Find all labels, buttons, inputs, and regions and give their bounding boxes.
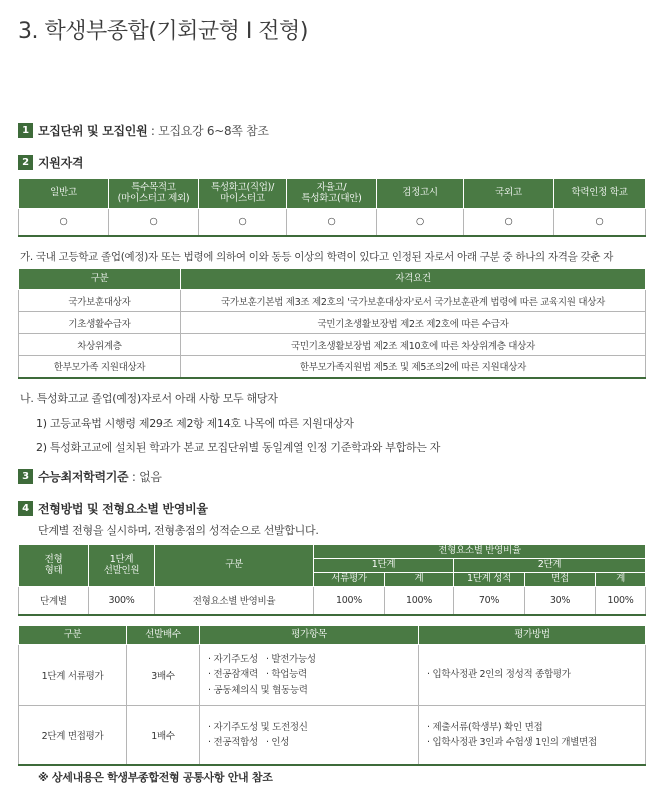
column-header: 계 <box>596 573 646 587</box>
table-cell: 국민기초생활보장법 제2조 제2호에 따른 수급자 <box>181 312 646 334</box>
eligible-mark: ○ <box>199 209 287 236</box>
table-row <box>19 645 646 706</box>
column-header: 계 <box>385 573 454 587</box>
page-title: 3. 학생부종합(기회균형 Ⅰ 전형) <box>18 19 308 44</box>
table-header-row <box>19 545 646 559</box>
section-separator: : <box>147 123 159 138</box>
section-eligibility <box>18 154 83 171</box>
eligible-mark: ○ <box>377 209 464 236</box>
column-header: 평가방법 <box>419 626 646 645</box>
evaluation-items-cell <box>200 645 419 706</box>
column-header: 선발배수 <box>127 626 200 645</box>
table-cell: 100% <box>385 587 454 615</box>
table-row <box>19 209 646 236</box>
column-header: 구분 <box>19 269 181 290</box>
section-value: 없음 <box>139 470 162 484</box>
table-header-row <box>19 179 646 209</box>
evaluation-method-cell <box>419 706 646 765</box>
table-cell: 70% <box>454 587 525 615</box>
table-cell: 기초생활수급자 <box>19 312 181 334</box>
table-row <box>19 290 646 312</box>
table-cell: 1배수 <box>127 706 200 765</box>
column-header: 서류평가 <box>314 573 385 587</box>
table-cell: 30% <box>525 587 596 615</box>
selection-description: 단계별 전형을 실시하며, 전형총점의 성적순으로 선발합니다. <box>38 524 319 537</box>
section-label: 모집단위 및 모집인원 <box>38 124 148 138</box>
section-number-badge: 4 <box>18 501 33 516</box>
list-item: 2) 특성화고교에 설치된 학과가 본교 모집단위별 동일계열 인정 기준학과와 부합하는 자 <box>36 441 441 454</box>
table-cell: 100% <box>314 587 385 615</box>
section-label: 수능최저학력기준 <box>38 470 129 484</box>
column-header: 구분 <box>155 545 314 587</box>
column-header: 특수목적고 (마이스터고 제외) <box>109 179 199 209</box>
table-header-row <box>19 269 646 290</box>
section-min-csat <box>18 468 162 485</box>
eligible-mark: ○ <box>109 209 199 236</box>
section-number-badge: 1 <box>18 123 33 138</box>
column-header: 전형요소별 반영비율 <box>314 545 646 559</box>
requirements-table <box>18 268 646 379</box>
ratio-table <box>18 544 646 616</box>
list-item: · 전공적합성 · 인성 <box>208 736 290 748</box>
section-value: 모집요강 6~8쪽 참조 <box>158 124 269 138</box>
section-label: 지원자격 <box>38 156 84 170</box>
section-label: 전형방법 및 전형요소별 반영비율 <box>38 502 208 516</box>
table-cell: 100% <box>596 587 646 615</box>
eligibility-clause-ga: 가. 국내 고등학교 졸업(예정)자 또는 법령에 의하여 이와 동등 이상의 학력이 있다고 인정된 자로서 아래 구분 중 하나의 자격을 갖춘 자 <box>20 251 614 263</box>
section-recruit-units <box>18 122 269 139</box>
table-cell: 2단계 면접평가 <box>19 706 127 765</box>
eligible-mark: ○ <box>19 209 109 236</box>
table-cell: 300% <box>89 587 155 615</box>
eligibility-table <box>18 178 646 237</box>
table-cell: 한부모가족지원법 제5조 및 제5조의2에 따른 지원대상자 <box>181 356 646 378</box>
table-cell: 1단계 서류평가 <box>19 645 127 706</box>
section-number-badge: 3 <box>18 469 33 484</box>
table-cell: 차상위계층 <box>19 334 181 356</box>
column-header: 2단계 <box>454 559 646 573</box>
list-item: 1) 고등교육법 시행령 제29조 제2항 제14호 나목에 따른 지원대상자 <box>36 417 354 430</box>
evaluation-table <box>18 625 646 766</box>
column-header: 자율고/ 특성화고(대안) <box>287 179 377 209</box>
list-item: · 제출서류(학생부) 확인 면접 <box>427 721 543 733</box>
column-header: 전형 형태 <box>19 545 89 587</box>
column-header: 검정고시 <box>377 179 464 209</box>
list-item: · 전공잠재력 · 학업능력 <box>208 669 307 681</box>
section-selection-method <box>18 500 208 517</box>
column-header: 특성화고(직업)/ 마이스터고 <box>199 179 287 209</box>
list-item: · 입학사정관 2인의 정성적 종합평가 <box>427 669 571 681</box>
list-item: · 자기주도성 · 발전가능성 <box>208 654 316 666</box>
table-cell: 전형요소별 반영비율 <box>155 587 314 615</box>
list-item: · 공동체의식 및 협동능력 <box>208 684 308 696</box>
eligible-mark: ○ <box>554 209 646 236</box>
table-row <box>19 356 646 378</box>
reference-note: ※ 상세내용은 학생부종합전형 공통사항 안내 참조 <box>38 771 273 784</box>
table-row <box>19 312 646 334</box>
section-number-badge: 2 <box>18 155 33 170</box>
column-header: 1단계 <box>314 559 454 573</box>
section-separator: : <box>128 469 140 484</box>
column-header: 1단계 선발인원 <box>89 545 155 587</box>
column-header: 1단계 성적 <box>454 573 525 587</box>
column-header: 구분 <box>19 626 127 645</box>
table-cell: 3배수 <box>127 645 200 706</box>
table-row <box>19 587 646 615</box>
table-cell: 국가보훈기본법 제3조 제2호의 '국가보훈대상자'로서 국가보훈관계 법령에 따른 교육지원 대상자 <box>181 290 646 312</box>
table-cell: 한부모가족 지원대상자 <box>19 356 181 378</box>
table-header-row <box>19 626 646 645</box>
table-row <box>19 706 646 765</box>
table-cell: 국가보훈대상자 <box>19 290 181 312</box>
list-item: · 입학사정관 3인과 수험생 1인의 개별면접 <box>427 736 597 748</box>
column-header: 일반고 <box>19 179 109 209</box>
eligible-mark: ○ <box>287 209 377 236</box>
table-row <box>19 334 646 356</box>
evaluation-method-cell <box>419 645 646 706</box>
column-header: 면접 <box>525 573 596 587</box>
list-item: · 자기주도성 및 도전정신 <box>208 721 308 733</box>
column-header: 평가항목 <box>200 626 419 645</box>
column-header: 학력인정 학교 <box>554 179 646 209</box>
table-cell: 국민기초생활보장법 제2조 제10호에 따른 차상위계층 대상자 <box>181 334 646 356</box>
table-cell: 단계별 <box>19 587 89 615</box>
column-header: 국외고 <box>464 179 554 209</box>
eligible-mark: ○ <box>464 209 554 236</box>
eligibility-clause-na: 나. 특성화고교 졸업(예정)자로서 아래 사항 모두 해당자 <box>20 392 278 405</box>
column-header: 자격요건 <box>181 269 646 290</box>
evaluation-items-cell <box>200 706 419 765</box>
